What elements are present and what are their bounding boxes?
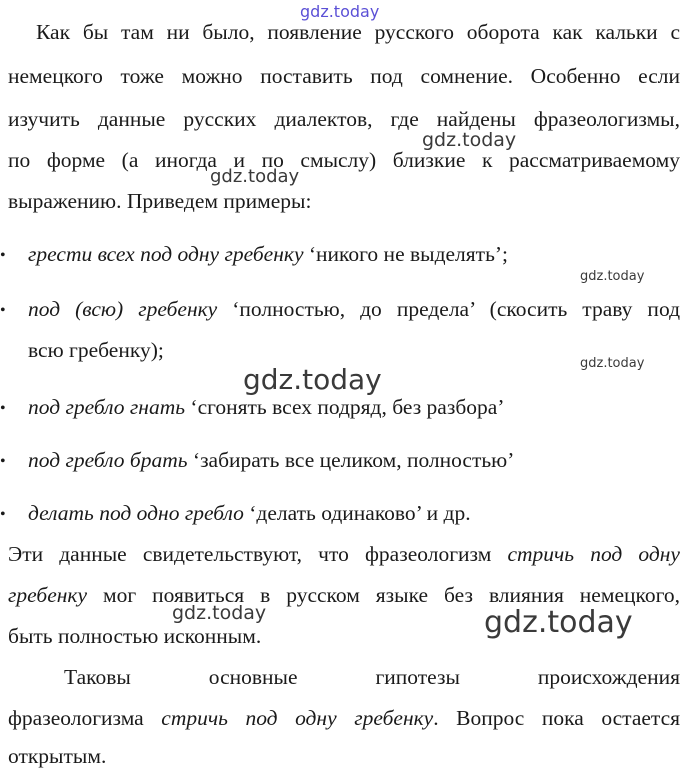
bullet-icon: • — [0, 453, 6, 470]
watermark: gdz.today — [300, 2, 380, 21]
paragraph-1-line-4: по форме (а иногда и по смыслу) близкие к рассматриваемому — [8, 148, 680, 172]
example-2-continuation: всю гребенку); — [28, 338, 164, 362]
paragraph-2-phrase: стричь под одну — [507, 542, 680, 566]
example-3-phrase: под гребло гнать — [28, 395, 186, 419]
paragraph-3-text: фразеологизма — [8, 706, 144, 730]
example-1 — [28, 244, 680, 266]
bullet-icon: • — [0, 506, 6, 523]
watermark: gdz.today — [210, 166, 300, 187]
watermark: gdz.today — [580, 356, 645, 371]
paragraph-2-phrase-cont: гребенку — [8, 583, 88, 607]
example-1-meaning: ‘никого не выделять’; — [308, 242, 509, 266]
paragraph-1-line-1: Как бы там ни было, появление русского оборота как кальки с — [36, 20, 680, 44]
paragraph-2-text-2: мог появиться в русском языке без влияния немецкого, — [103, 583, 681, 607]
bullet-icon: • — [0, 302, 6, 319]
paragraph-3-phrase: стричь под одну гребенку — [161, 706, 434, 730]
example-2 — [28, 299, 680, 321]
example-5-phrase: делать под одно гребло — [28, 501, 244, 525]
watermark: gdz.today — [580, 269, 645, 284]
example-3 — [28, 397, 680, 419]
paragraph-1-line-2: немецкого тоже можно поставить под сомнение. Особенно если — [8, 64, 680, 88]
paragraph-2-line-1 — [8, 544, 680, 566]
example-2-phrase: под (всю) гребенку — [28, 297, 218, 321]
paragraph-2-line-2 — [8, 585, 680, 607]
example-4-phrase: под гребло брать — [28, 448, 188, 472]
watermark: gdz.today — [172, 602, 267, 624]
paragraph-1-line-3: изучить данные русских диалектов, где найдены фразеологизмы, — [8, 107, 680, 131]
paragraph-2-text: Эти данные свидетельствуют, что фразеологизм — [8, 542, 492, 566]
bullet-icon: • — [0, 400, 6, 417]
example-5 — [28, 503, 680, 525]
paragraph-3-text-2: . Вопрос пока остается — [433, 706, 681, 730]
paragraph-1-line-5: выражению. Приведем примеры: — [8, 189, 312, 213]
example-5-meaning: ‘делать одинаково’ и др. — [249, 501, 471, 525]
example-3-meaning: ‘сгонять всех подряд, без разбора’ — [190, 395, 505, 419]
watermark: gdz.today — [243, 363, 382, 396]
paragraph-3-line-1: Таковы основные гипотезы происхождения — [64, 665, 680, 689]
example-1-phrase: грести всех под одну гребенку — [28, 242, 304, 266]
bullet-icon: • — [0, 247, 6, 264]
watermark: gdz.today — [422, 129, 517, 151]
example-4 — [28, 450, 680, 472]
paragraph-3-line-2 — [8, 708, 680, 730]
watermark: gdz.today — [484, 605, 633, 640]
paragraph-2-line-3: быть полностью исконным. — [8, 624, 262, 648]
example-2-meaning: ‘полностью, до предела’ (скосить траву под — [232, 297, 681, 321]
paragraph-3-line-3: открытым. — [8, 744, 107, 768]
example-4-meaning: ‘забирать все целиком, полностью’ — [192, 448, 515, 472]
